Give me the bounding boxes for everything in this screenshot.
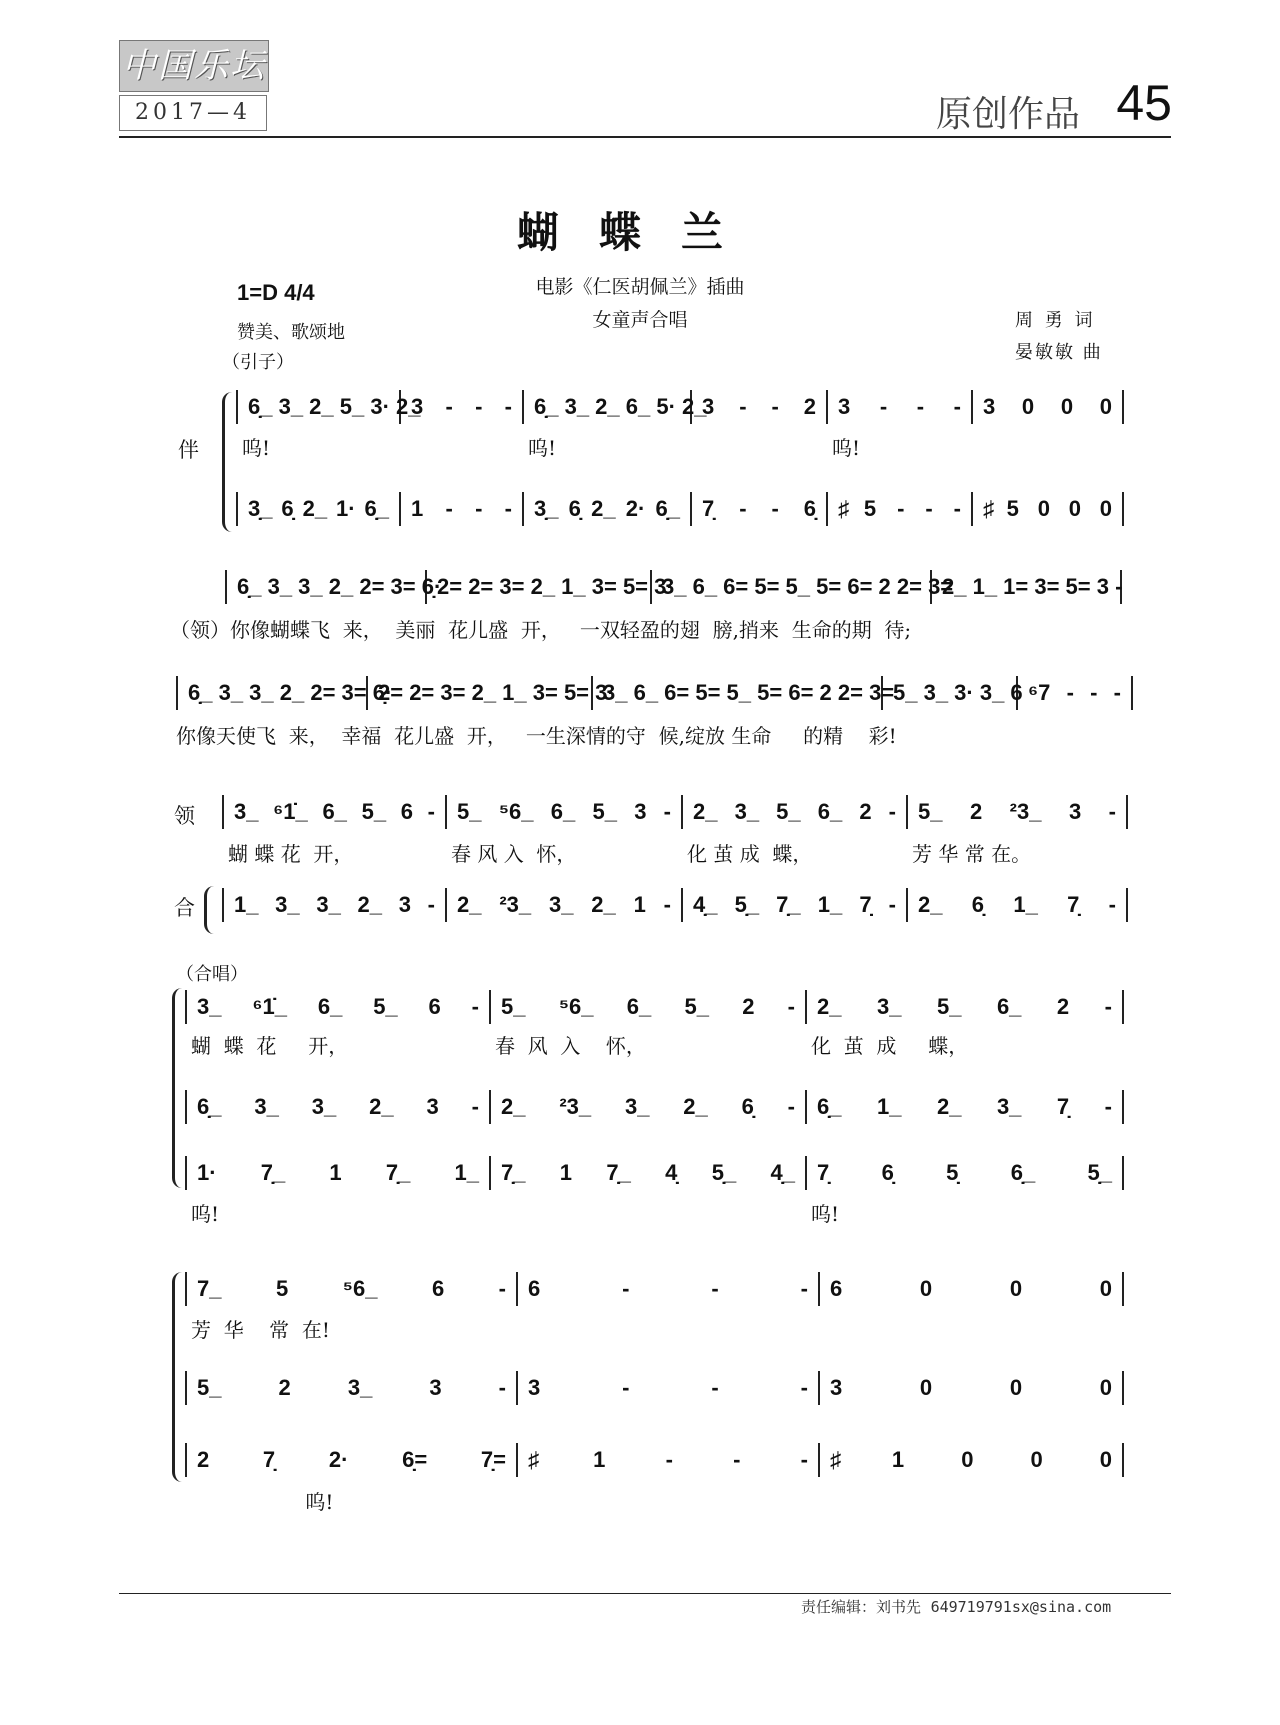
measure: 1 - - - xyxy=(401,492,524,526)
lyric: 呜! xyxy=(191,1490,334,1514)
footer-rule xyxy=(119,1593,1171,1594)
lyric: 蝴 蝶 花 开， xyxy=(191,1034,349,1058)
lyric: 春 风 入 怀， xyxy=(495,1034,646,1058)
measure: 3 0 0 0 xyxy=(973,390,1124,424)
measure: 6̣_ 3_ 3_ 2_ 3 - xyxy=(187,1090,491,1124)
measure: 6 - - - xyxy=(518,1272,820,1306)
section-title: 原创作品 xyxy=(935,94,1080,135)
chorus-label: 合 xyxy=(174,896,195,920)
measure: ♯5 0 0 0 xyxy=(973,492,1124,526)
page-number: 45 xyxy=(1116,75,1172,131)
lead-label: 领 xyxy=(174,804,195,828)
measure: 3 - - - xyxy=(518,1371,820,1405)
measure: 2 7̣ 2· 6̣= 7̣= xyxy=(187,1443,518,1477)
staff-brace xyxy=(172,1272,183,1482)
measure: 6 0 0 0 xyxy=(820,1272,1124,1306)
measure: 5_ 2 3_ 3 - xyxy=(187,1371,518,1405)
measure: ♯1 - - - xyxy=(518,1443,820,1477)
footer xyxy=(801,1596,1111,1617)
measure: 5_ 2 ²3_ 3 - xyxy=(908,795,1128,829)
measure: 3̣_ 6̣ 2_ 1· 6̣_ xyxy=(238,492,401,526)
key-signature: 1=D 4/4 xyxy=(237,280,315,305)
magazine-logo: 中国乐坛 xyxy=(119,40,269,92)
lyric: 春 风 入 怀， xyxy=(451,842,577,866)
measure: 3 - - - xyxy=(828,390,973,424)
staff-row-e2 xyxy=(185,1371,1124,1405)
lyricist: 周 勇 词 xyxy=(1015,310,1096,331)
measure: 2= 2= 3= 2_ 1_ 3= 5= 3· xyxy=(427,570,652,604)
performance: 女童声合唱 xyxy=(592,309,688,331)
lyric: 呜! xyxy=(528,436,557,460)
chorus-section-label: （合唱） xyxy=(176,964,248,985)
staff-row-s3 xyxy=(185,1156,1124,1190)
measure: 2= 2= 3= 2_ 1_ 3= 5= 3· xyxy=(368,676,593,710)
song-title: 蝴蝶兰 xyxy=(516,208,763,257)
measure: 3_ 6_ 6= 5= 5_ 5= 6= 2 2= 3= xyxy=(593,676,883,710)
lyric: 蝴 蝶 花 开， xyxy=(228,842,354,866)
staff-row-verse1 xyxy=(225,570,1122,604)
lyric: 呜! xyxy=(242,436,271,460)
measure: 3_ ⁶1̇_ 6_ 5_ 6 - xyxy=(187,990,491,1024)
lyric: 呜! xyxy=(811,1202,840,1226)
staff-row-chorus xyxy=(222,888,1128,922)
measure: 5_ ⁵6_ 6_ 5_ 2 - xyxy=(491,990,807,1024)
staff-row-intro_lower xyxy=(236,492,1124,526)
intro-label: （引子） xyxy=(222,352,294,373)
accompaniment-label: 伴 xyxy=(178,438,199,462)
staff-row-verse2 xyxy=(176,676,1133,710)
editor: 责任编辑：刘书先 xyxy=(801,1598,922,1616)
header-rule xyxy=(119,136,1171,138)
measure: 4̣_ 5̣_ 7̣_ 1_ 7̣ - xyxy=(683,888,908,922)
staff-row-s2 xyxy=(185,1090,1124,1124)
measure: 7̣ - - 6̣ xyxy=(692,492,828,526)
staff-row-e3 xyxy=(185,1443,1124,1477)
measure: 2_ 3_ 5_ 6_ 2 - xyxy=(807,990,1124,1024)
measure: 2_ 3_ 5_ 6_ 2 - xyxy=(683,795,908,829)
editor-email: 649719791sx@sina.com xyxy=(930,1598,1112,1616)
measure: 1_ 3_ 3_ 2_ 3 - xyxy=(224,888,447,922)
measure: 6̣_ 3_ 3_ 2_ 2= 3= 6̣· xyxy=(227,570,427,604)
lyrics-line: 你像天使飞 来， 幸福 花儿盛 开， 一生深情的守 候,绽放 生命 的精 彩! xyxy=(176,724,897,748)
lyric: 呜! xyxy=(191,1202,220,1226)
measure: 2_ 6̣ 1_ 7̣ - xyxy=(908,888,1128,922)
measure: 3 - - 2 xyxy=(692,390,828,424)
lyric: 化 茧 成 蝶， xyxy=(687,842,813,866)
staff-row-intro_upper xyxy=(236,390,1124,424)
staff-row-lead xyxy=(222,795,1128,829)
lyric: 呜! xyxy=(832,436,861,460)
lyric: 芳 华 常 在。 xyxy=(912,842,1032,866)
measure: 5_ ⁵6_ 6_ 5_ 3 - xyxy=(447,795,683,829)
measure: 2_ ²3_ 3_ 2_ 1 - xyxy=(447,888,683,922)
lyric: 化 茧 成 蝶， xyxy=(811,1034,969,1058)
measure: ♯1 0 0 0 xyxy=(820,1443,1124,1477)
staff-brace xyxy=(222,392,233,532)
staff-row-s1 xyxy=(185,990,1124,1024)
measure: 3_ ⁶1̇_ 6_ 5_ 6 - xyxy=(224,795,447,829)
measure: 6̣_ 3_ 3_ 2_ 2= 3= 6̣· xyxy=(178,676,368,710)
staff-brace xyxy=(204,886,215,934)
measure: 3_ 6_ 6= 5= 5_ 5= 6= 2 2= 3= xyxy=(652,570,932,604)
measure: 2_ 1_ 1= 3= 5= 3 - xyxy=(932,570,1122,604)
measure: ⁶7 - - - xyxy=(1018,676,1133,710)
measure: 3 - - - xyxy=(401,390,524,424)
staff-row-e1 xyxy=(185,1272,1124,1306)
measure: 6̣_ 1_ 2_ 3_ 7̣ - xyxy=(807,1090,1124,1124)
measure: 3̣_ 6̣ 2_ 2· 6̣_ xyxy=(524,492,692,526)
measure: 7̣_ 1 7̣_ 4̣ 5̣_ 4̣_ xyxy=(491,1156,807,1190)
measure: 6̣_ 3_ 2_ 5_ 3· 2_ xyxy=(238,390,401,424)
staff-brace xyxy=(172,988,183,1188)
measure: 3 0 0 0 xyxy=(820,1371,1124,1405)
issue-number: 2017—4 xyxy=(119,95,267,131)
measure: 7̣ 6̣ 5̣ 6̣_ 5̣_ xyxy=(807,1156,1124,1190)
measure: 5_ 3_ 3· 3_ 6 xyxy=(883,676,1018,710)
composer: 晏敏敏 曲 xyxy=(1015,342,1103,363)
measure: 2_ ²3_ 3_ 2_ 6̣ - xyxy=(491,1090,807,1124)
subtitle: 电影《仁医胡佩兰》插曲 xyxy=(535,276,745,298)
measure: 7_ 5 ⁵6_ 6 - xyxy=(187,1272,518,1306)
measure: 1· 7̣_ 1 7̣_ 1_ xyxy=(187,1156,491,1190)
measure: 6̣_ 3_ 2_ 6_ 5· 2_ xyxy=(524,390,692,424)
lyrics-line: （领）你像蝴蝶飞 来， 美丽 花儿盛 开， 一双轻盈的翅 膀,捎来 生命的期 待; xyxy=(170,618,912,642)
lyric: 芳 华 常 在! xyxy=(191,1318,330,1342)
expression: 赞美、歌颂地 xyxy=(237,322,345,343)
measure: ♯5 - - - xyxy=(828,492,973,526)
